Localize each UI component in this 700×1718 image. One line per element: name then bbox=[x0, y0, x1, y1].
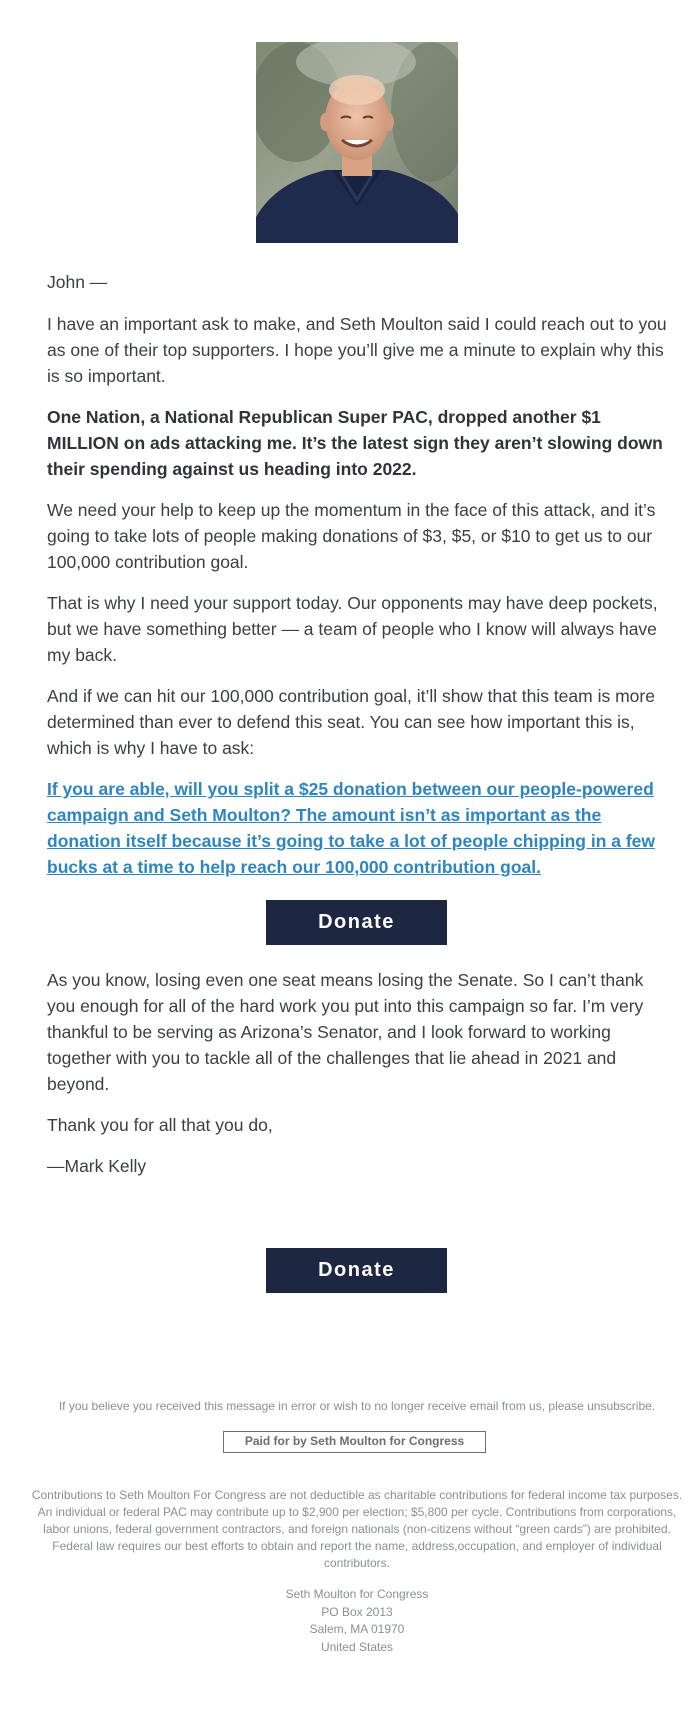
address-country: United States bbox=[320, 1639, 394, 1654]
signature: —Mark Kelly bbox=[47, 1156, 147, 1176]
paragraph-goal: And if we can hit our 100,000 contribution goal, it’ll show that this team is more determined than ever to defend this seat. You can see how important this is, which is why I have to ask: bbox=[47, 686, 655, 758]
salutation: John — bbox=[47, 272, 108, 292]
paragraph-momentum: We need your help to keep up the momentum in the face of this attack, and it’s going to take lots of people making donations of $3, $5, or $10 to get us to our 100,000 contribution goal. bbox=[47, 500, 656, 572]
donate-button[interactable]: Donate bbox=[266, 900, 447, 945]
mailing-address bbox=[25, 1586, 689, 1656]
legal-disclaimer: Contributions to Seth Moulton For Congress are not deductible as charitable contributions for federal income tax purposes. An individual or federal PAC may contribute up to $2,900 per election; $5,800 per cycle. Contributions from corporations, labor unions, federal government contractors, and foreign nationals (non-citizens without “green cards”) are prohibited. Federal law requires our best efforts to obtain and report the name, address,occupation, and employer of individual contributors. bbox=[31, 1488, 683, 1570]
paragraph-attack-ads: One Nation, a National Republican Super PAC, dropped another $1 MILLION on ads attacking me. It’s the latest sign they aren’t slowing down their spending against us heading into 2022. bbox=[47, 407, 663, 479]
candidate-photo bbox=[256, 42, 458, 243]
paragraph-support: That is why I need your support today. Our opponents may have deep pockets, but we have something better — a team of people who I know will always have my back. bbox=[47, 593, 658, 665]
paid-for-box: Paid for by Seth Moulton for Congress bbox=[223, 1431, 486, 1453]
paragraph-thanks: Thank you for all that you do, bbox=[47, 1115, 273, 1135]
donation-cta-link[interactable]: If you are able, will you split a $25 donation between our people-powered campaign and Seth Moulton? The amount isn’t as important as the donation itself because it’s going to take a lot of people chipping in a few bucks at a time to help reach our 100,000 contribution goal. bbox=[47, 779, 656, 877]
donate-button-bottom[interactable]: Donate bbox=[266, 1248, 447, 1293]
unsubscribe-notice[interactable]: If you believe you received this message in error or wish to no longer receive email from us, please unsubscribe. bbox=[58, 1399, 656, 1413]
address-org: Seth Moulton for Congress bbox=[285, 1587, 429, 1601]
paragraph-intro: I have an important ask to make, and Seth Moulton said I could reach out to you as one of their top supporters. I hope you’ll give me a minute to explain why this is so important. bbox=[47, 314, 667, 386]
email-closing bbox=[47, 967, 667, 1194]
address-po-box: PO Box 2013 bbox=[321, 1604, 393, 1619]
address-city: Salem, MA 01970 bbox=[309, 1622, 405, 1636]
email-content bbox=[47, 269, 667, 895]
paragraph-senate: As you know, losing even one seat means losing the Senate. So I can’t thank you enough for all of the hard work you put into this campaign so far. I’m very thankful to be serving as Arizona’s Senator, and I look forward to working together with you to tackle all of the challenges that lie ahead in 2021 and beyond. bbox=[47, 970, 644, 1094]
